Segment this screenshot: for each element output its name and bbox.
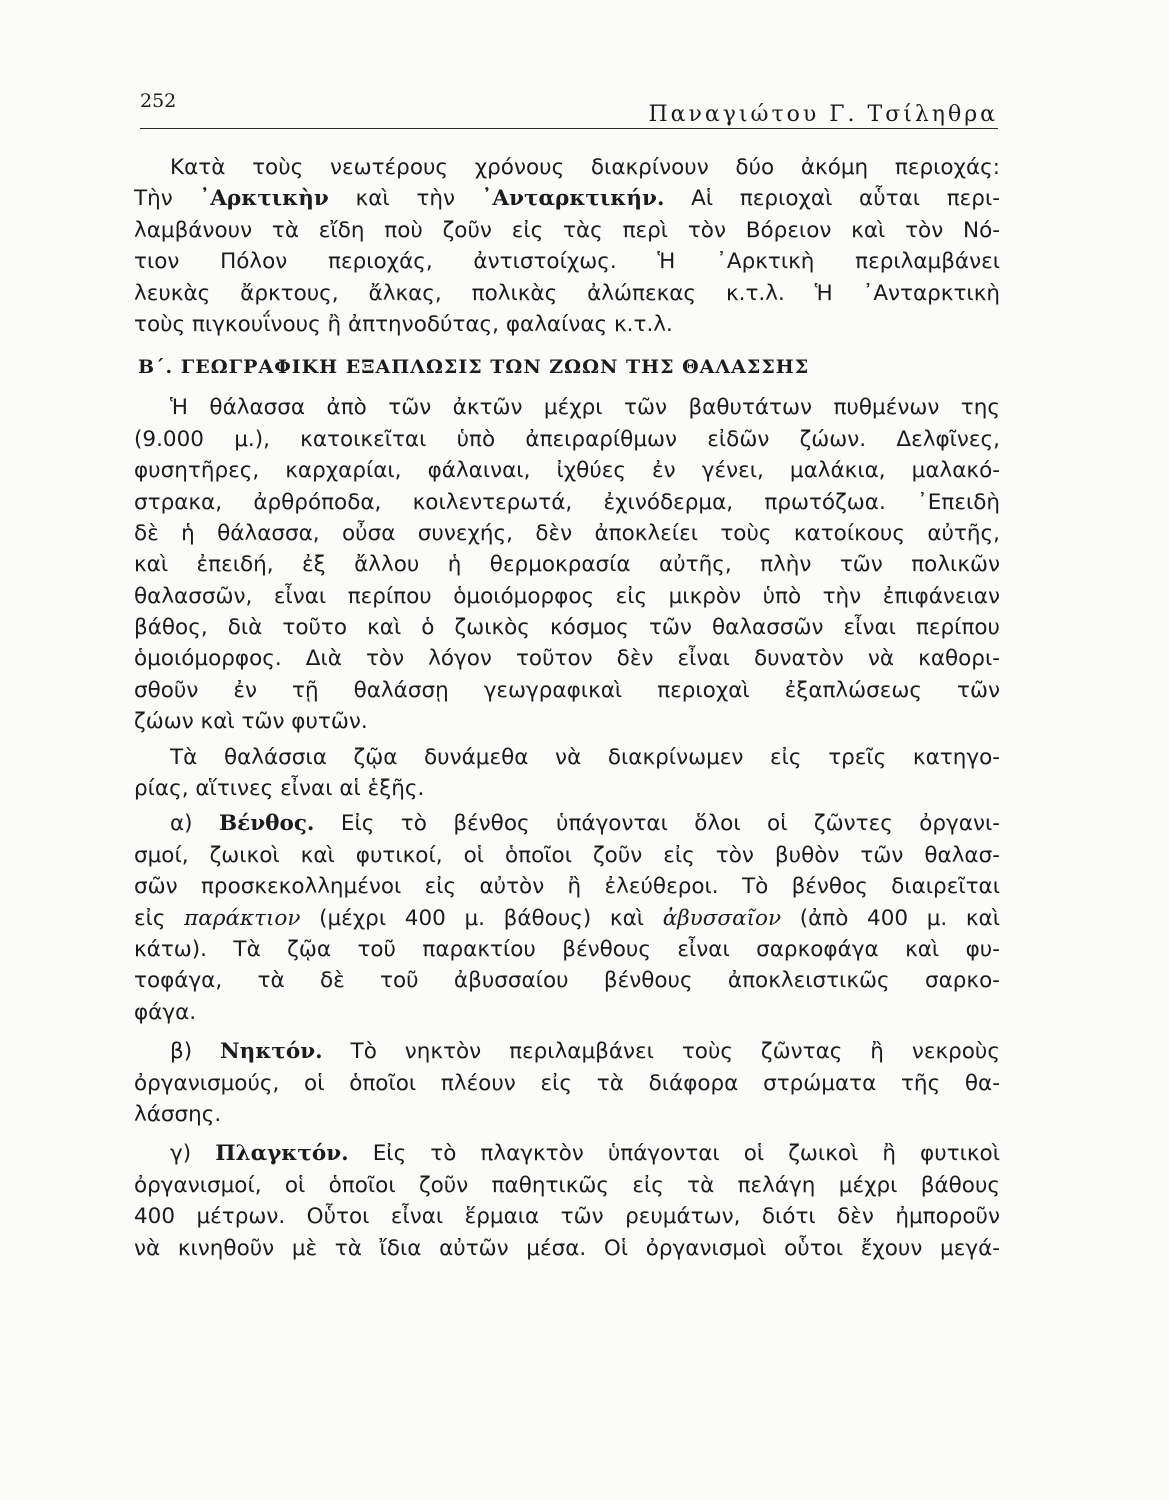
text-line: τοὺς πιγκουΐνους ἢ ἀπτηνοδύτας, φαλαίνας κ.τ.λ. (134, 311, 673, 337)
text-line: νὰ κινηθοῦν μὲ τὰ ἴδια αὐτῶν μέσα. Οἱ ὀργανισμοὶ οὗτοι ἔχουν μεγά- (134, 1235, 1000, 1261)
text-line: σμοί, ζωικοὶ καὶ φυτικοί, οἱ ὁποῖοι ζοῦν εἰς τὸν βυθὸν τῶν θαλασ- (134, 842, 1000, 868)
text-line: εἰς παράκτιον (μέχρι 400 μ. βάθους) καὶ ἀβυσσαῖον (ἀπὸ 400 μ. καὶ (134, 905, 1000, 931)
text-line: ὀργανισμοί, οἱ ὁποῖοι ζοῦν παθητικῶς εἰς τὰ πελάγη μέχρι βάθους (134, 1172, 1000, 1198)
text-line: Τὴν ᾿Αρκτικὴν καὶ τὴν ᾿Ανταρκτικήν. Αἱ περιοχαὶ αὗται περι- (134, 186, 1000, 212)
text-line: 400 μέτρων. Οὗτοι εἶναι ἕρμαια τῶν ρευμάτων, διότι δὲν ἠμποροῦν (134, 1204, 1000, 1230)
text-line: κάτω). Τὰ ζῷα τοῦ παρακτίου βένθους εἶναι σαρκοφάγα καὶ φυ- (134, 936, 1000, 962)
text-line: βάθος, διὰ τοῦτο καὶ ὁ ζωικὸς κόσμος τῶν θαλασσῶν εἶναι περίπου (134, 615, 1000, 641)
page-header (140, 86, 998, 129)
text-line: στρακα, ἀρθρόποδα, κοιλεντερωτά, ἐχινόδερμα, πρωτόζωα. ᾿Επειδὴ (134, 489, 1000, 515)
text-line: ζώων καὶ τῶν φυτῶν. (134, 709, 368, 735)
text-line: β) Νηκτόν. Τὸ νηκτὸν περιλαμβάνει τοὺς ζῶντας ἢ νεκροὺς (170, 1039, 1000, 1065)
text-line: α) Βένθος. Εἰς τὸ βένθος ὑπάγονται ὅλοι οἱ ζῶντες ὀργανι- (170, 811, 1000, 837)
text-line: (9.000 μ.), κατοικεῖται ὑπὸ ἀπειραρίθμων εἰδῶν ζώων. Δελφῖνες, (134, 426, 1000, 452)
term-nekton: Νηκτόν. (220, 1039, 323, 1065)
section-heading: Β΄. ΓΕΩΓΡΑΦΙΚΗ ΕΞΑΠΛΩΣΙΣ ΤΩΝ ΖΩΩΝ ΤΗΣ ΘΑΛΑΣΣΗΣ (138, 356, 810, 379)
term-plankton: Πλαγκτόν. (215, 1141, 349, 1167)
text-line: Ἡ θάλασσα ἀπὸ τῶν ἀκτῶν μέχρι τῶν βαθυτάτων πυθμένων της (170, 395, 1000, 421)
text-line: δὲ ἡ θάλασσα, οὖσα συνεχής, δὲν ἀποκλείει τοὺς κατοίκους αὐτῆς, (134, 520, 1000, 546)
text-line: θαλασσῶν, εἶναι περίπου ὁμοιόμορφος εἰς μικρὸν ὑπὸ τὴν ἐπιφάνειαν (134, 583, 1000, 609)
paragraph-sea-distribution (134, 392, 1000, 737)
text-line: λευκὰς ἄρκτους, ἄλκας, πολικὰς ἀλώπεκας κ.τ.λ. Ἡ ᾿Ανταρκτικὴ (134, 280, 1000, 306)
paragraph-categories (134, 742, 1000, 805)
text-line: ὁμοιόμορφος. Διὰ τὸν λόγον τοῦτον δὲν εἶναι δυνατὸν νὰ καθορι- (134, 646, 1000, 672)
text-line: φάγα. (134, 999, 197, 1025)
paragraph-regions-intro (134, 152, 1000, 340)
term-coastal: παράκτιον (184, 905, 301, 931)
page-number: 252 (140, 90, 177, 112)
page-body (134, 152, 1000, 1264)
paragraph-benthos (134, 808, 1000, 1028)
text-line: λάσσης. (134, 1101, 222, 1127)
text-line: ρίας, αἵτινες εἶναι αἱ ἑξῆς. (134, 776, 425, 802)
text-line: τοφάγα, τὰ δὲ τοῦ ἀβυσσαίου βένθους ἀποκλειστικῶς σαρκο- (134, 968, 1000, 994)
paragraph-plankton (134, 1138, 1000, 1264)
term-arctic: ᾿Αρκτικὴν (199, 186, 329, 212)
text-line: ὀργανισμούς, οἱ ὁποῖοι πλέουν εἰς τὰ διάφορα στρώματα τῆς θα- (134, 1070, 1000, 1096)
text-line: καὶ ἐπειδή, ἐξ ἄλλου ἡ θερμοκρασία αὐτῆς, πλὴν τῶν πολικῶν (134, 552, 1000, 578)
term-antarctic: ᾿Ανταρκτικήν. (481, 186, 665, 212)
text-line: λαμβάνουν τὰ εἴδη ποὺ ζοῦν εἰς τὰς περὶ τὸν Βόρειον καὶ τὸν Νό- (134, 217, 1000, 243)
paragraph-nekton (134, 1036, 1000, 1130)
text-line: σθοῦν ἐν τῇ θαλάσσῃ γεωγραφικαὶ περιοχαὶ ἐξαπλώσεως τῶν (134, 677, 1000, 703)
text-line: γ) Πλαγκτόν. Εἰς τὸ πλαγκτὸν ὑπάγονται οἱ ζωικοὶ ἢ φυτικοὶ (170, 1141, 1000, 1167)
text-line: Κατὰ τοὺς νεωτέρους χρόνους διακρίνουν δύο ἀκόμη περιοχάς: (170, 155, 1000, 180)
text-line: φυσητῆρες, καρχαρίαι, φάλαιναι, ἰχθύες ἐν γένει, μαλάκια, μαλακό- (134, 458, 1000, 484)
text-line: τιον Πόλον περιοχάς, ἀντιστοίχως. Ἡ ᾿Αρκτικὴ περιλαμβάνει (134, 249, 1000, 275)
text-line: σῶν προσκεκολλημένοι εἰς αὐτὸν ἢ ἐλεύθεροι. Τὸ βένθος διαιρεῖται (134, 874, 1000, 900)
text-line: Τὰ θαλάσσια ζῷα δυνάμεθα νὰ διακρίνωμεν εἰς τρεῖς κατηγο- (170, 744, 1000, 770)
term-abyssal: ἀβυσσαῖον (662, 905, 782, 931)
running-head: Παναγιώτου Γ. Τσίληθρα (648, 102, 998, 127)
term-benthos: Βένθος. (219, 811, 315, 837)
